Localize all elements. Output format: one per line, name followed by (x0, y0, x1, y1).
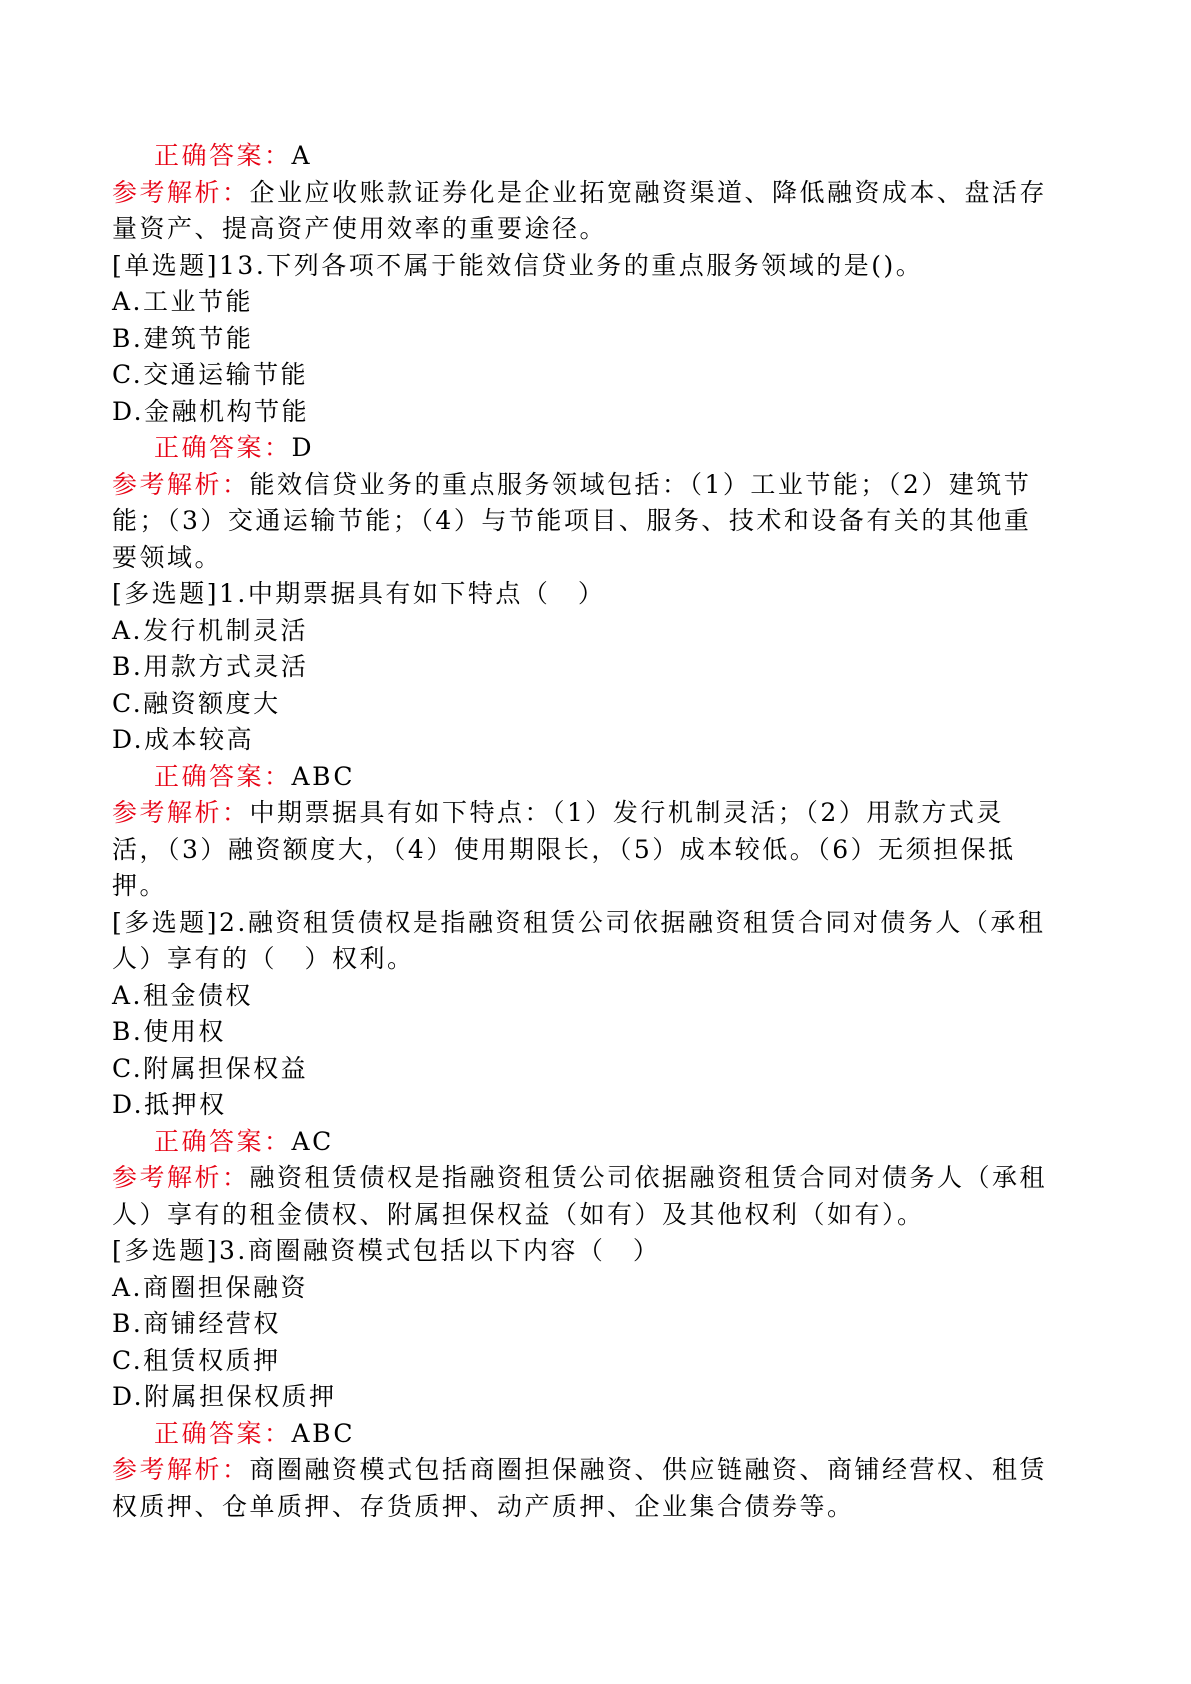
option-a: A.工业节能 (112, 287, 254, 316)
explanation-text: 能效信贷业务的重点服务领域包括：（1）工业节能；（2）建筑节 (249, 469, 1032, 499)
explanation-label: 参考解析： (112, 1455, 250, 1484)
option-c: C.融资额度大 (112, 688, 281, 718)
answer-line (112, 759, 1072, 796)
answer-label: 正确答案： (154, 141, 292, 170)
explanation-line: 量资产、提高资产使用效率的重要途径。 (112, 214, 608, 243)
explanation-label: 参考解析： (112, 1163, 250, 1192)
explanation-line (112, 467, 1072, 504)
explanation-line (112, 1160, 1072, 1197)
answer-value: ABC (291, 1418, 356, 1448)
answer-value: A (291, 141, 313, 170)
option-c: C.租赁权质押 (112, 1345, 281, 1375)
option-c: C.附属担保权益 (112, 1053, 309, 1083)
document-page (112, 138, 1072, 1525)
answer-label: 正确答案： (154, 1418, 292, 1448)
answer-line (112, 138, 1072, 175)
question-block (112, 905, 1072, 1234)
question-stem: [多选题]1.中期票据具有如下特点（ ） (112, 579, 606, 608)
option-b: B.商铺经营权 (112, 1309, 281, 1338)
explanation-line: 人）享有的租金债权、附属担保权益（如有）及其他权利（如有）。 (112, 1199, 925, 1229)
explanation-line (112, 795, 1072, 832)
question-stem: [多选题]2.融资租赁债权是指融资租赁公司依据融资租赁合同对债务人（承租 (112, 907, 1046, 937)
explanation-line: 押。 (112, 871, 168, 900)
question-block (112, 1233, 1072, 1525)
answer-label: 正确答案： (154, 433, 292, 462)
answer-line (112, 1124, 1072, 1161)
option-d: D.金融机构节能 (112, 396, 310, 426)
option-b: B.用款方式灵活 (112, 652, 309, 681)
answer-value: AC (291, 1126, 334, 1156)
option-a: A.商圈担保融资 (112, 1272, 309, 1302)
option-d: D.成本较高 (112, 725, 255, 754)
explanation-label: 参考解析： (112, 177, 250, 207)
answer-line (112, 1416, 1072, 1453)
explanation-line: 权质押、仓单质押、存货质押、动产质押、企业集合债券等。 (112, 1491, 855, 1521)
option-a: A.发行机制灵活 (112, 615, 309, 645)
explanation-text: 融资租赁债权是指融资租赁公司依据融资租赁合同对债务人（承租 (249, 1163, 1048, 1192)
explanation-line (112, 1452, 1072, 1489)
question-stem: [多选题]3.商圈融资模式包括以下内容（ ） (112, 1236, 661, 1265)
option-b: B.建筑节能 (112, 323, 254, 353)
explanation-text: 商圈融资模式包括商圈担保融资、供应链融资、商铺经营权、租赁 (249, 1455, 1048, 1484)
explanation-line: 活，（3）融资额度大，（4）使用期限长，（5）成本较低。（6）无须担保抵 (112, 834, 1016, 864)
answer-value: D (291, 433, 315, 462)
answer-value: ABC (291, 761, 356, 791)
explanation-label: 参考解析： (112, 798, 250, 827)
answer-label: 正确答案： (154, 761, 292, 791)
question-stem: [单选题]13.下列各项不属于能效信贷业务的重点服务领域的是()。 (112, 250, 924, 280)
option-c: C.交通运输节能 (112, 360, 309, 389)
question-block (112, 576, 1072, 905)
question-block (112, 138, 1072, 248)
explanation-text: 企业应收账款证券化是企业拓宽融资渠道、降低融资成本、盘活存 (249, 177, 1048, 207)
option-d: D.抵押权 (112, 1090, 227, 1119)
option-a: A.租金债权 (112, 980, 254, 1010)
explanation-text: 中期票据具有如下特点：（1）发行机制灵活；（2）用款方式灵 (249, 798, 1004, 827)
question-block (112, 248, 1072, 577)
explanation-label: 参考解析： (112, 469, 250, 499)
explanation-line: 要领域。 (112, 542, 223, 572)
question-stem: 人）享有的（ ）权利。 (112, 944, 415, 973)
answer-line (112, 430, 1072, 467)
explanation-line (112, 175, 1072, 212)
option-b: B.使用权 (112, 1017, 226, 1046)
option-d: D.附属担保权质押 (112, 1382, 337, 1411)
explanation-line: 能；（3）交通运输节能；（4）与节能项目、服务、技术和设备有关的其他重 (112, 506, 1032, 535)
answer-label: 正确答案： (154, 1126, 292, 1156)
